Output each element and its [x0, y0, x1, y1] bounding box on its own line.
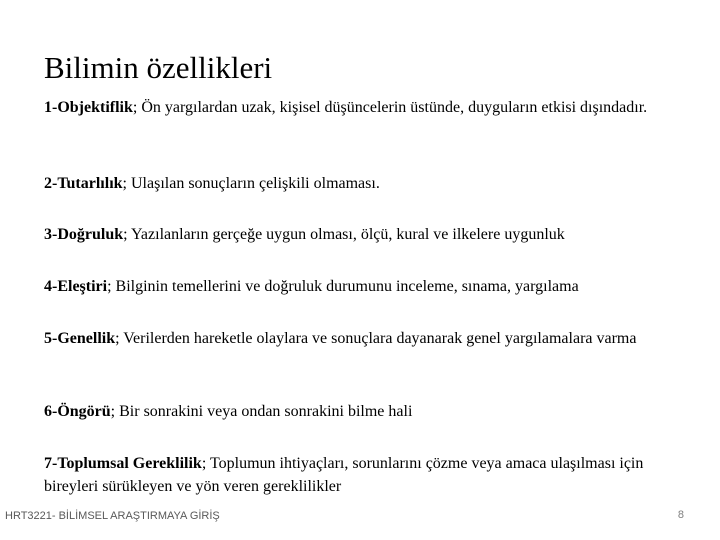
slide-title: Bilimin özellikleri — [44, 50, 273, 85]
definition-social-necessity: ; Toplumun ihtiyaçları, sorunlarını çözme veya amaca ulaşılması için bireyleri sürükleyen ve yön veren gereklilikler — [44, 455, 644, 495]
page-number: 8 — [677, 509, 684, 521]
definition-consistency: ; Ulaşılan sonuçların çelişkili olmaması. — [122, 175, 380, 192]
term-generality: 5-Genellik — [44, 330, 116, 347]
list-item-generality — [44, 327, 684, 350]
list-item-consistency — [44, 172, 684, 195]
term-criticism: 4-Eleştiri — [44, 278, 108, 295]
definition-foresight: ; Bir sonrakini veya ondan sonrakini bilme hali — [110, 403, 413, 420]
definition-generality: ; Verilerden hareketle olaylara ve sonuçlara dayanarak genel yargılamalara varma — [115, 330, 637, 347]
list-item-objectivity — [44, 96, 684, 119]
definition-accuracy: ; Yazılanların gerçeğe uygun olması, ölçü, kural ve ilkelere uygunluk — [123, 226, 565, 243]
term-foresight: 6-Öngörü — [44, 403, 111, 420]
term-accuracy: 3-Doğruluk — [44, 226, 124, 243]
definition-objectivity: ; Ön yargılardan uzak, kişisel düşüncelerin üstünde, duyguların etkisi dışındadır. — [132, 99, 648, 116]
list-item-social-necessity — [44, 452, 684, 498]
term-consistency: 2-Tutarlılık — [44, 175, 123, 192]
list-item-accuracy — [44, 223, 684, 246]
definition-criticism: ; Bilginin temellerini ve doğruluk durumunu inceleme, sınama, yargılama — [107, 278, 579, 295]
list-item-foresight — [44, 400, 684, 423]
slide-footer: HRT3221- BİLİMSEL ARAŞTIRMAYA GİRİŞ — [5, 510, 220, 522]
list-item-criticism — [44, 275, 684, 298]
term-objectivity: 1-Objektiflik — [44, 99, 133, 116]
term-social-necessity: 7-Toplumsal Gereklilik — [44, 455, 202, 472]
